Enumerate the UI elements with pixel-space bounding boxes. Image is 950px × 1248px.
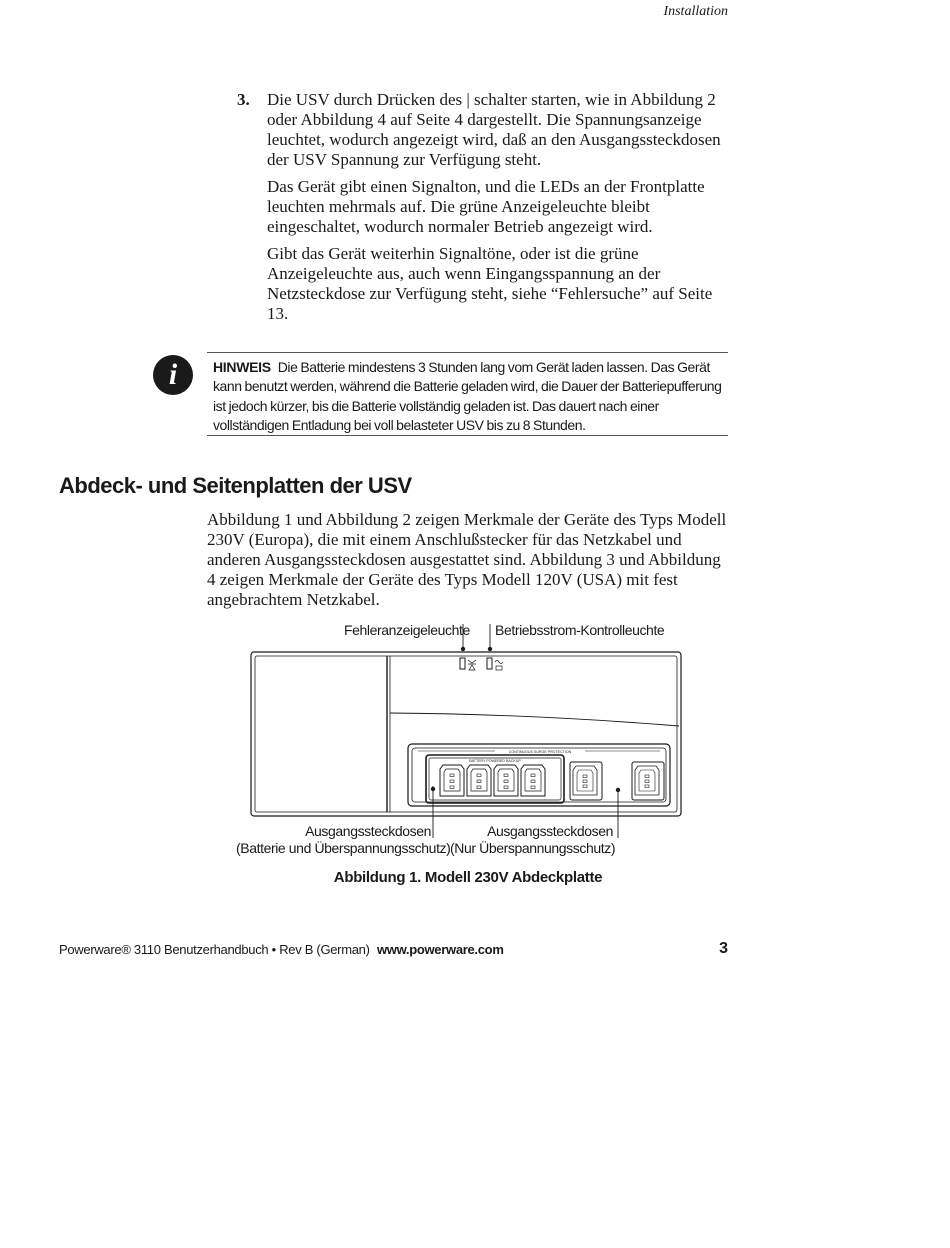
note-body: Die Batterie mindestens 3 Stunden lang vom Gerät laden lassen. Das Gerät kann benutzt werden, während die Batterie geladen wird, die Dauer der Batteriepufferung ist jedoch kürzer, bis die Batterie vollständig geladen ist. Das dauert nach einer vollständigen Entladung bei voll belasteter USV bis zu 8 Stunden. [213, 359, 722, 433]
callout-outlets-surge-line1: Ausgangssteckdosen [487, 823, 613, 839]
page-number: 3 [719, 940, 728, 957]
section-title: Abdeck- und Seitenplatten der USV [59, 473, 412, 498]
fault-led [460, 658, 465, 669]
fault-symbol-icon [468, 660, 476, 664]
figure-caption: Abbildung 1. Modell 230V Abdeckplatte [333, 869, 603, 886]
note-label: HINWEIS [213, 359, 271, 375]
step-paragraph: Das Gerät gibt einen Signalton, und die LEDs an der Frontplatte leuchten mehrmals auf. Die grüne Anzeigeleuchte bleibt eingeschaltet, wodurch normaler Betrieb angezeigt wird. [267, 177, 705, 236]
running-head: Installation [663, 4, 728, 19]
step-3 [237, 90, 727, 331]
warning-triangle-icon [469, 665, 475, 670]
leader-dot [461, 647, 465, 651]
leader-dot [488, 647, 492, 651]
footer-url[interactable]: www.powerware.com [376, 942, 504, 957]
section-intro: Abbildung 1 und Abbildung 2 zeigen Merkmale der Geräte des Typs Modell 230V (Europa), die mit einem Anschlußstecker für das Netzkabel und anderen Ausgangssteckdosen ausgestattet sind. Abbildung 3 und Abbildung 4 zeigen Merkmale der Geräte des Typs Modell 120V (USA) mit fest angebrachtem Netzkabel. [207, 510, 727, 609]
footer [59, 942, 504, 957]
power-led [487, 658, 492, 669]
callout-power-light: Betriebsstrom-Kontrolleuchte [495, 622, 665, 638]
ac-wave-icon [495, 661, 503, 664]
panel-label-battery: BATTERY POWERED BACKUP [469, 759, 521, 763]
step-paragraph: Die USV durch Drücken des | schalter starten, wie in Abbildung 2 oder Abbildung 4 auf Seite 4 dargestellt. Die Spannungsanzeige leuchtet, wodurch angezeigt wird, daß an den Ausgangssteckdosen der USV Spannung zur Verfügung steht. [267, 90, 721, 169]
leader-dot [616, 788, 620, 792]
callout-outlets-battery-line2: (Batterie und Überspannungsschutz) [236, 840, 451, 856]
step-number: 3. [237, 90, 250, 109]
panel-contour [390, 713, 679, 726]
footer-manual: Powerware® 3110 Benutzerhandbuch • Rev B (German) [59, 942, 370, 957]
callout-fault-light: Fehleranzeigeleuchte [344, 622, 470, 638]
callout-outlets-surge-line2: (Nur Überspannungsschutz) [450, 840, 616, 856]
note-box [207, 352, 728, 436]
info-icon: i [153, 355, 193, 395]
leader-dot [431, 787, 435, 791]
ups-housing-inner [255, 656, 677, 812]
battery-icon [496, 666, 502, 670]
callout-outlets-battery-line1: Ausgangssteckdosen [305, 823, 431, 839]
note-text [213, 358, 728, 435]
surge-outlets [570, 762, 664, 800]
ups-rear-panel-illustration [230, 620, 700, 860]
battery-outlets [440, 765, 545, 796]
step-paragraph: Gibt das Gerät weiterhin Signaltöne, oder ist die grüne Anzeigeleuchte aus, auch wenn Eingangsspannung an der Netzsteckdose zur Verfügung steht, siehe “Fehlersuche” auf Seite 13. [267, 244, 713, 323]
panel-label-surge: CONTINUOUS SURGE PROTECTION [508, 750, 572, 754]
